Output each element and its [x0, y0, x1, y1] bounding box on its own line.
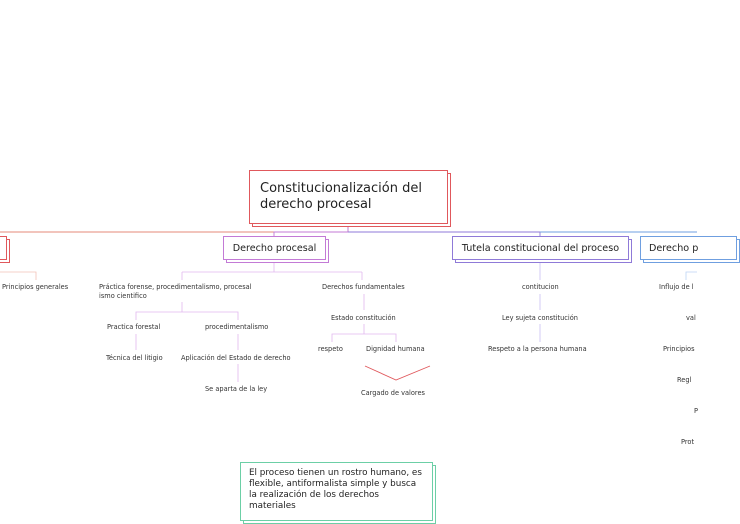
branch-left-partial[interactable] [0, 236, 10, 263]
node-regl[interactable]: Regl [677, 376, 692, 384]
node-dignidad-humana[interactable]: Dignidad humana [366, 345, 425, 353]
node-contitucion[interactable]: contitucion [522, 283, 559, 291]
node-principios-generales[interactable]: Principios generales [2, 283, 69, 291]
branch-right-partial-label: Derecho p [649, 242, 699, 254]
node-prot[interactable]: Prot [681, 438, 695, 446]
node-influjo[interactable]: Influjo de l [659, 283, 694, 291]
branch-derecho-procesal-label: Derecho procesal [232, 242, 317, 254]
node-val[interactable]: val [686, 314, 696, 322]
floating-note[interactable] [240, 462, 436, 524]
node-principios-right[interactable]: Principios [663, 345, 695, 353]
node-practica-forestal[interactable]: Practica forestal [107, 323, 161, 331]
node-tecnica-litigio[interactable]: Técnica del litigio [106, 354, 163, 362]
node-se-aparta[interactable]: Se aparta de la ley [205, 385, 268, 393]
floating-note-text: El proceso tienen un rostro humano, es flexible, antiformalista simple y busca la realización de los derechos materiales [249, 468, 422, 511]
branch-tutela-label: Tutela constitucional del proceso [461, 242, 620, 254]
node-respeto[interactable]: respeto [318, 345, 343, 353]
node-respeto-persona[interactable]: Respeto a la persona humana [488, 345, 587, 353]
node-estado-constitucion[interactable]: Estado constitución [331, 314, 396, 322]
node-cargado-valores[interactable]: Cargado de valores [361, 389, 425, 397]
branch-right-partial[interactable] [640, 236, 740, 263]
node-p[interactable]: P [694, 407, 698, 415]
node-derechos-fundamentales[interactable]: Derechos fundamentales [322, 283, 405, 291]
branch-tutela-constitucional[interactable] [452, 236, 632, 263]
node-practica-forense[interactable]: Práctica forense, procedimentalismo, procesal ismo cientifico [99, 283, 252, 300]
central-topic[interactable] [249, 170, 451, 227]
branch-derecho-procesal[interactable] [223, 236, 329, 263]
node-aplicacion-estado[interactable]: Aplicación del Estado de derecho [181, 354, 291, 362]
node-procedimentalismo[interactable]: procedimentalismo [205, 323, 269, 331]
node-ley-sujeta[interactable]: Ley sujeta constitución [502, 314, 578, 322]
central-topic-title: Constitucionalización del derecho procesal [260, 181, 422, 212]
